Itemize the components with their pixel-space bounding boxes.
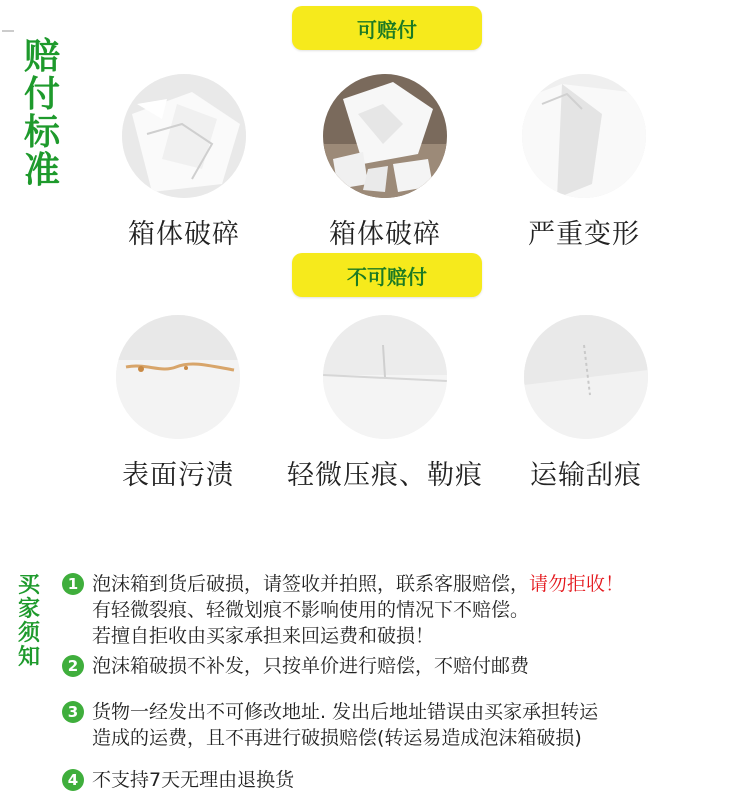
note-line: 泡沫箱破损不补发，只按单价进行赔偿，不赔付邮费 — [92, 655, 530, 677]
stain-surface-photo — [116, 315, 240, 439]
non-compensable-item-3 — [486, 315, 686, 492]
note-line: 若擅自拒收由买家承担来回运费和破损！ — [92, 625, 435, 647]
note-line: 货物一经发出不可修改地址. 发出后地址错误由买家承担转运 — [92, 701, 599, 723]
item-caption: 轻微压痕、勒痕 — [287, 460, 483, 491]
side-title-char: 家 — [17, 597, 40, 622]
non-compensable-label: 不可赔付 — [292, 253, 482, 297]
item-caption: 表面污渍 — [122, 460, 234, 491]
note-number-badge: 2 — [62, 655, 84, 677]
note-item-1 — [62, 572, 702, 652]
item-caption: 运输刮痕 — [530, 460, 642, 491]
note-line — [92, 572, 624, 597]
side-title-buyer-notice — [14, 574, 44, 670]
note-item-2 — [62, 654, 702, 680]
deformed-box-photo — [522, 74, 646, 198]
note-line: 不支持7天无理由退换货 — [92, 769, 295, 791]
note-number-badge: 3 — [62, 701, 84, 723]
pressure-mark-image — [323, 315, 447, 439]
note-item-4 — [62, 768, 702, 794]
compensable-item-1 — [84, 74, 284, 251]
compensable-item-3 — [484, 74, 684, 251]
side-title-char: 付 — [23, 74, 60, 115]
note-number-badge: 4 — [62, 769, 84, 791]
side-title-char: 须 — [17, 621, 40, 646]
side-title-char: 准 — [23, 150, 60, 191]
item-caption: 严重变形 — [528, 219, 640, 250]
stained-surface-image — [116, 315, 240, 439]
broken-box-image — [122, 74, 246, 198]
scratch-photo — [524, 315, 648, 439]
side-title-char: 知 — [17, 645, 40, 670]
item-caption: 箱体破碎 — [329, 219, 441, 250]
note-line: 有轻微裂痕、轻微划痕不影响使用的情况下不赔偿。 — [92, 599, 530, 621]
note-item-3 — [62, 700, 702, 752]
shattered-box-photo — [323, 74, 447, 198]
non-compensable-item-2 — [285, 315, 485, 492]
pressure-mark-photo — [323, 315, 447, 439]
note-text: 泡沫箱到货后破损，请签收并拍照，联系客服赔偿， — [92, 573, 530, 595]
shattered-box-image — [323, 74, 447, 198]
scratch-mark-image — [524, 315, 648, 439]
decorative-dash — [2, 30, 14, 32]
broken-box-photo — [122, 74, 246, 198]
note-number-badge: 1 — [62, 573, 84, 595]
deformed-box-image — [522, 74, 646, 198]
compensable-item-2 — [285, 74, 485, 251]
item-caption: 箱体破碎 — [128, 219, 240, 250]
side-title-compensation-standard — [22, 38, 62, 190]
non-compensable-item-1 — [78, 315, 278, 492]
side-title-char: 赔 — [23, 36, 60, 77]
side-title-char: 标 — [23, 112, 60, 153]
note-line: 造成的运费，且不再进行破损赔偿(转运易造成泡沫箱破损) — [92, 727, 582, 749]
compensable-label: 可赔付 — [292, 6, 482, 50]
warning-text: 请勿拒收！ — [529, 573, 625, 595]
side-title-char: 买 — [17, 573, 40, 598]
